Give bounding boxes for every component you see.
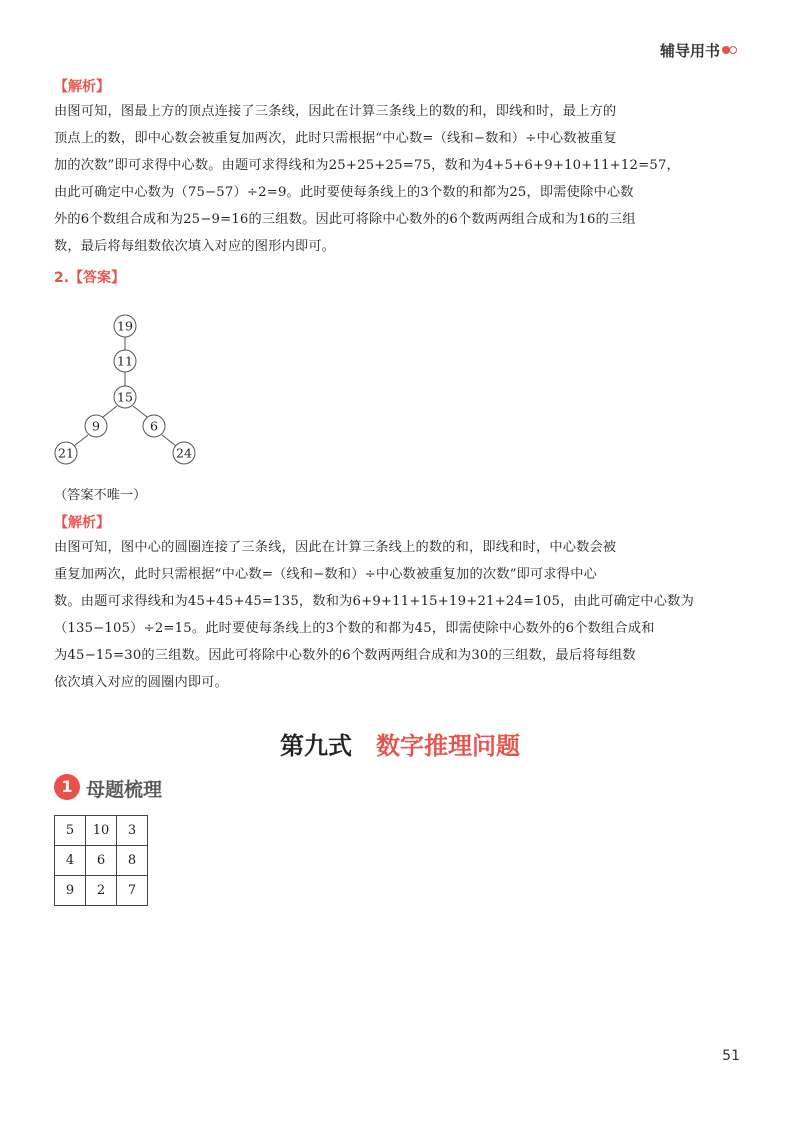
section-title (0, 726, 800, 761)
grid-cell: 3 (117, 816, 148, 846)
grid-row (55, 816, 148, 846)
paragraph-line: 外的6个数组合成和为25−9=16的三组数。因此可将除中心数外的6个数两两组合成和为16的三组 (54, 212, 636, 227)
paragraph-line: 由图可知，图中心的圆圈连接了三条线，因此在计算三条线上的数的和，即线和时，中心数会被 (54, 540, 617, 555)
grid-row (55, 876, 148, 906)
grid-cell: 6 (86, 846, 117, 876)
paragraph-line: （135−105）÷2=15。此时要使每条线上的3个数的和都为45，即需使除中心数外的6个数组合成和 (54, 621, 655, 636)
node-value: 19 (117, 318, 133, 334)
paragraph-line: 依次填入对应的圆圈内即可。 (54, 675, 229, 690)
node-value: 6 (150, 418, 158, 434)
page-number: 51 (722, 1048, 740, 1064)
node-value: 24 (176, 445, 192, 461)
paragraph-line: 由图可知，图最上方的顶点连接了三条线，因此在计算三条线上的数的和，即线和时，最上方的 (54, 104, 617, 119)
paragraph-line: 为45−15=30的三组数。因此可将除中心数外的6个数两两组合成和为30的三组数，最后将每组数 (54, 648, 636, 663)
grid-cell: 10 (86, 816, 117, 846)
answer-note: （答案不唯一） (54, 488, 147, 503)
grid-row (55, 846, 148, 876)
number-grid (54, 815, 148, 906)
grid-cell: 8 (117, 846, 148, 876)
paragraph-line: 由此可确定中心数为（75−57）÷2=9。此时要使每条线上的3个数的和都为25，即需使除中心数 (54, 185, 634, 200)
paragraph-line: 数，最后将每组数依次填入对应的图形内即可。 (54, 239, 336, 254)
grid-cell: 2 (86, 876, 117, 906)
subsection-title: 母题梳理 (86, 779, 163, 801)
node-value: 11 (117, 353, 133, 369)
subsection-number-badge: 1 (54, 774, 80, 800)
paragraph-line: 加的次数”即可求得中心数。由题可求得线和为25+25+25=75，数和为4+5+6+9+10+11+12=57， (54, 158, 680, 173)
section-number: 第九式 (280, 732, 352, 760)
answer-heading-2: 2.【答案】 (54, 270, 126, 286)
paragraph-line: 顶点上的数，即中心数会被重复加两次，此时只需根据“中心数=（线和−数和）÷中心数被重复 (54, 131, 617, 146)
analysis-heading-1: 【解析】 (54, 79, 110, 95)
node-value: 21 (58, 445, 74, 461)
node-value: 15 (117, 389, 133, 405)
analysis-heading-2: 【解析】 (54, 515, 110, 531)
paragraph-line: 数。由题可求得线和为45+45+45=135，数和为6+9+11+15+19+21+24=105，由此可确定中心数为 (54, 594, 694, 609)
paragraph-line: 重复加两次，此时只需根据“中心数=（线和−数和）÷中心数被重复加的次数”即可求得中心 (54, 567, 597, 582)
book-title: 辅导用书 (659, 42, 720, 60)
analysis-paragraph-2 (54, 534, 754, 696)
grid-cell: 5 (55, 816, 86, 846)
node-value: 9 (92, 418, 100, 434)
section-name: 数字推理问题 (376, 732, 520, 760)
grid-cell: 4 (55, 846, 86, 876)
grid-cell: 9 (55, 876, 86, 906)
grid-cell: 7 (117, 876, 148, 906)
